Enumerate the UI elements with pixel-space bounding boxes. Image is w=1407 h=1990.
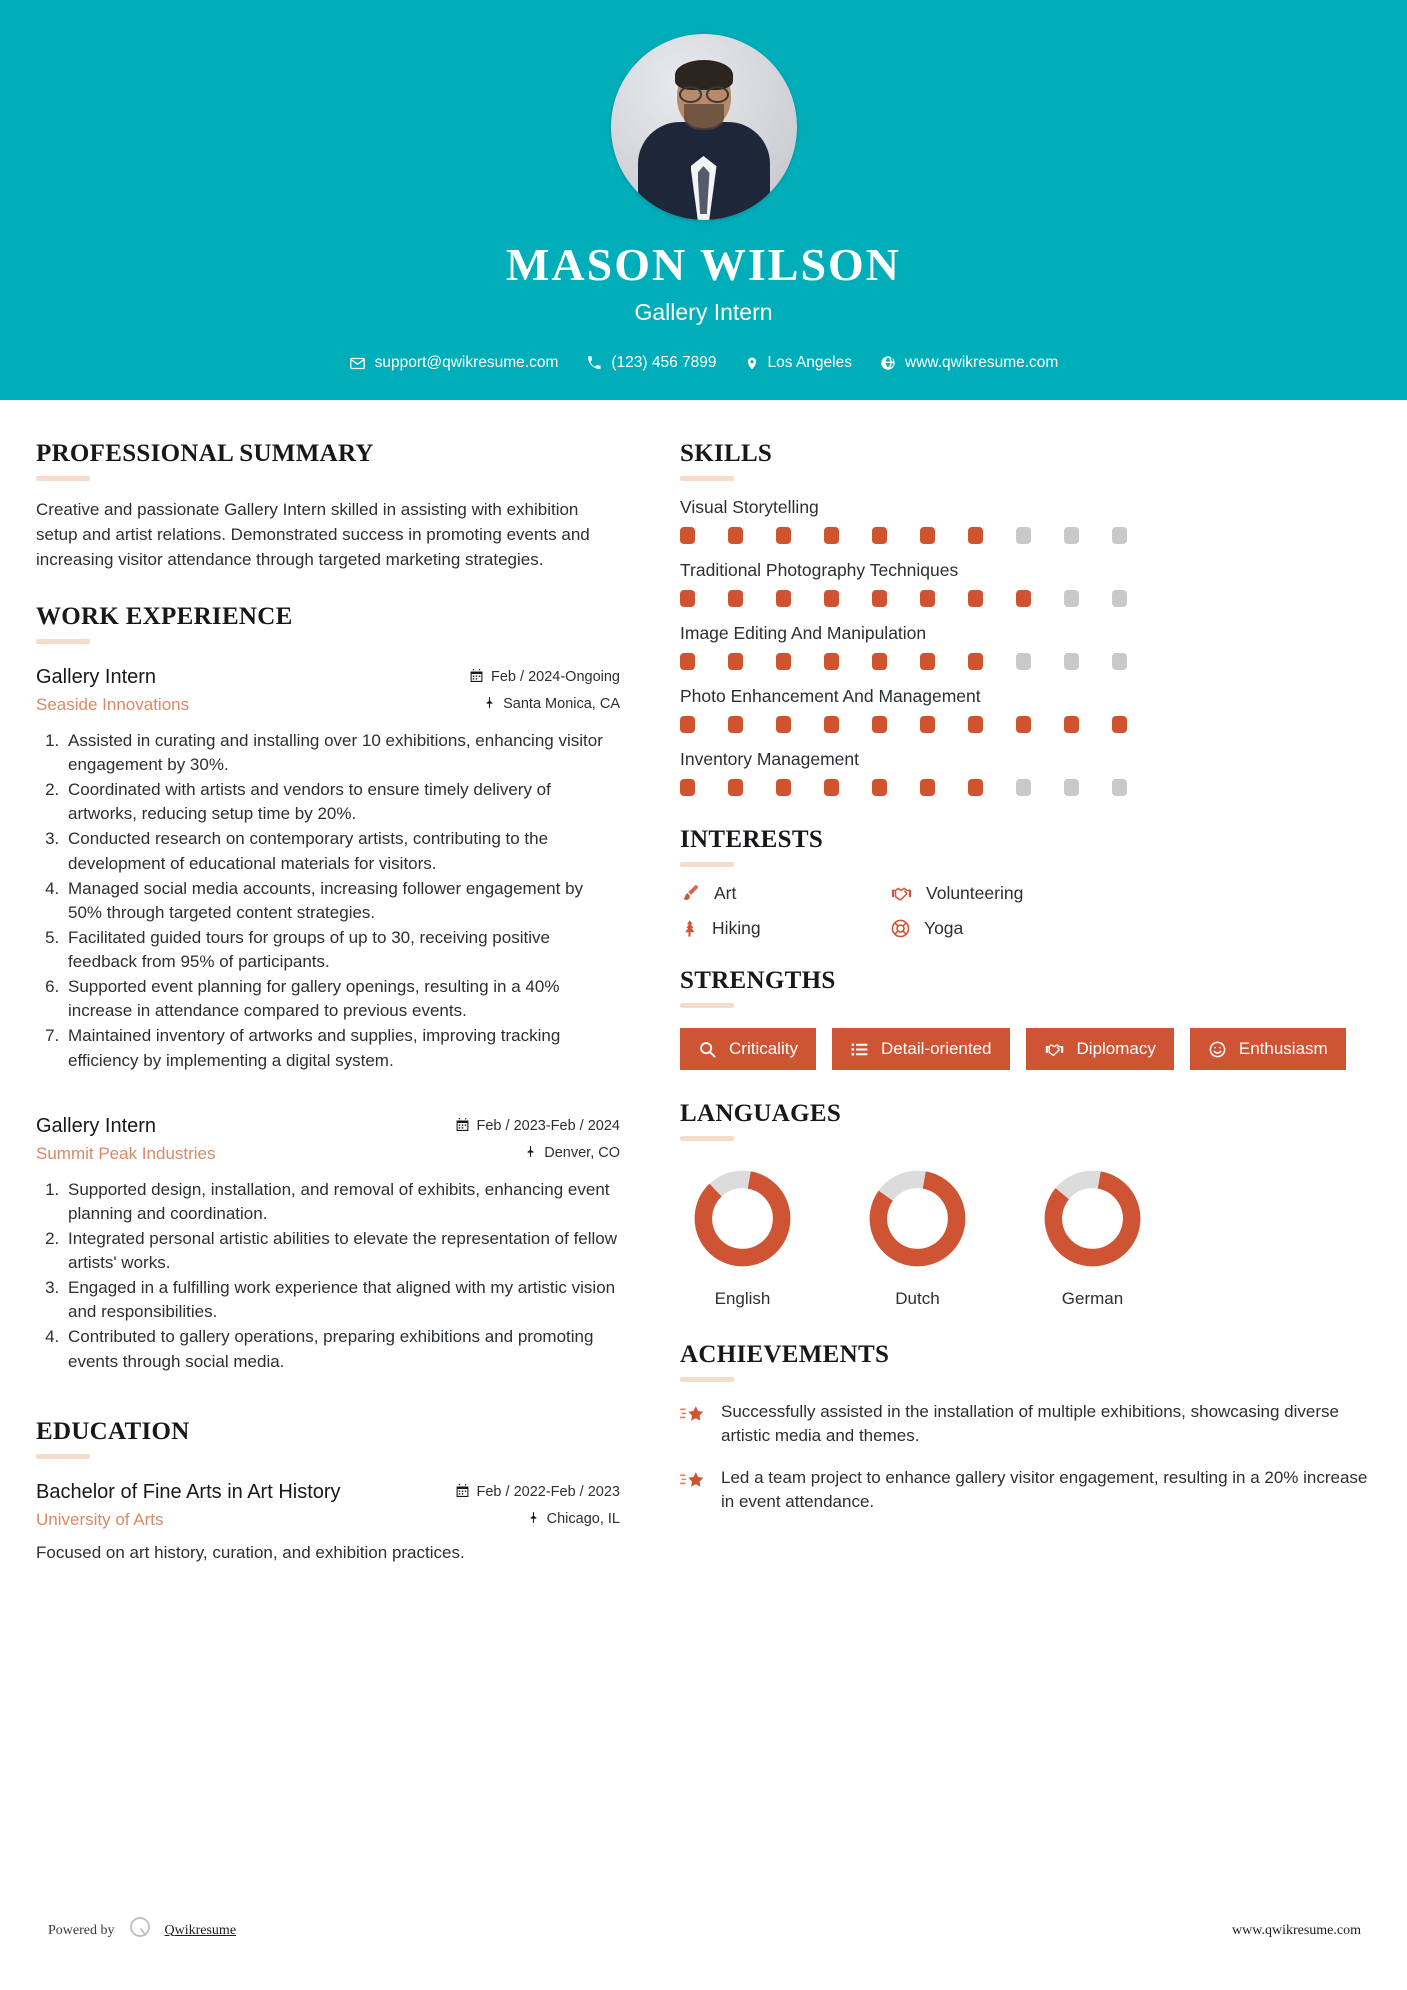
candidate-job-title: Gallery Intern bbox=[634, 299, 773, 325]
skill-name: Inventory Management bbox=[680, 749, 859, 769]
work-bullet: 2. Coordinated with artists and vendors to ensure timely delivery of artworks, reducing setup time by 20%. bbox=[64, 778, 620, 826]
skill-rating bbox=[680, 527, 1371, 544]
pin-icon bbox=[527, 1510, 540, 1529]
qwikresume-link[interactable]: Qwikresume bbox=[164, 1922, 237, 1938]
work-entry-sub bbox=[36, 695, 620, 715]
job-company: Seaside Innovations bbox=[36, 694, 190, 714]
work-entry-sub bbox=[36, 1144, 620, 1164]
skill-rating bbox=[680, 590, 1371, 607]
skill-dot bbox=[728, 653, 743, 670]
summary-text: Creative and passionate Gallery Intern skilled in assisting with exhibition setup and artist relations. Demonstrated success in promoting events and increasing visitor attendance through targeted marketing strategies. bbox=[36, 500, 590, 569]
achievement-text: Led a team project to enhance gallery visitor engagement, resulting in a 20% increase in event attendance. bbox=[721, 1468, 1368, 1512]
section-title: ACHIEVEMENTS bbox=[680, 1341, 890, 1368]
job-role: Gallery Intern bbox=[36, 665, 157, 688]
section-title: PROFESSIONAL SUMMARY bbox=[36, 440, 374, 467]
job-location-value: Santa Monica, CA bbox=[503, 696, 620, 713]
resume-body bbox=[0, 400, 1407, 1569]
globe-icon bbox=[880, 355, 896, 371]
work-entry bbox=[36, 666, 620, 1073]
job-location bbox=[524, 1144, 620, 1163]
work-bullet: 4. Contributed to gallery operations, preparing exhibitions and promoting events through social media. bbox=[64, 1325, 620, 1373]
contact-email-value: support@qwikresume.com bbox=[374, 354, 559, 371]
interest-label: Art bbox=[714, 883, 737, 903]
skill-dot bbox=[824, 716, 839, 733]
handshake-icon bbox=[1044, 1040, 1065, 1059]
skill-name: Traditional Photography Techniques bbox=[680, 560, 959, 580]
left-column bbox=[0, 400, 648, 1569]
skill-dot bbox=[776, 716, 791, 733]
footer-brand bbox=[48, 1915, 236, 1946]
handshake-icon bbox=[890, 883, 913, 904]
smiley-icon bbox=[1208, 1040, 1227, 1059]
resume-header bbox=[0, 0, 1407, 400]
degree-title: Bachelor of Fine Arts in Art History bbox=[36, 1480, 341, 1503]
skill-dot bbox=[968, 716, 983, 733]
qwikresume-logo-icon bbox=[127, 1915, 153, 1946]
languages-container bbox=[680, 1167, 1371, 1309]
job-role: Gallery Intern bbox=[36, 1114, 157, 1137]
skill-name: Photo Enhancement And Management bbox=[680, 686, 981, 706]
strength-chip bbox=[680, 1028, 816, 1070]
work-entry-head bbox=[36, 1115, 620, 1138]
skill-dot bbox=[776, 590, 791, 607]
calendar-icon bbox=[455, 1483, 470, 1502]
interest-item bbox=[680, 918, 890, 939]
job-dates-value: Feb / 2023-Feb / 2024 bbox=[476, 1118, 620, 1135]
skill-dot bbox=[824, 779, 839, 796]
contact-row bbox=[0, 354, 1407, 372]
section-rule bbox=[36, 476, 90, 481]
section-rule bbox=[680, 476, 734, 481]
work-bullet: 6. Supported event planning for gallery openings, resulting in a 40% increase in attendance compared to previous events. bbox=[64, 975, 620, 1023]
interest-label: Hiking bbox=[712, 918, 761, 938]
skill-dot bbox=[872, 527, 887, 544]
section-achievements bbox=[680, 1341, 1371, 1515]
education-entry bbox=[36, 1481, 620, 1563]
skill-dot bbox=[872, 716, 887, 733]
skill-dot bbox=[1064, 653, 1079, 670]
skill-dot bbox=[872, 653, 887, 670]
skill-dot bbox=[776, 653, 791, 670]
section-title: INTERESTS bbox=[680, 826, 824, 853]
tree-icon bbox=[680, 918, 699, 939]
skill-dot bbox=[1112, 779, 1127, 796]
interest-label: Yoga bbox=[924, 918, 964, 938]
strengths-container bbox=[680, 1028, 1371, 1070]
strength-chip bbox=[1026, 1028, 1174, 1070]
skill-dot bbox=[968, 527, 983, 544]
skill-dot bbox=[824, 527, 839, 544]
skill-dot bbox=[1016, 527, 1031, 544]
list-icon bbox=[850, 1040, 869, 1059]
skill-dot bbox=[920, 716, 935, 733]
skill-rating bbox=[680, 653, 1371, 670]
work-bullets bbox=[36, 729, 620, 1073]
skill-dot bbox=[728, 716, 743, 733]
skill-dot bbox=[680, 590, 695, 607]
section-languages bbox=[680, 1100, 1371, 1309]
footer bbox=[0, 1915, 1407, 1946]
skill-dot bbox=[1016, 590, 1031, 607]
job-location-value: Denver, CO bbox=[544, 1145, 620, 1162]
section-rule bbox=[680, 1377, 734, 1382]
skills-container bbox=[680, 497, 1371, 796]
language-item bbox=[855, 1167, 980, 1309]
work-bullet: 3. Engaged in a fulfilling work experience that aligned with my artistic vision and responsibilities. bbox=[64, 1276, 620, 1324]
skill-name: Visual Storytelling bbox=[680, 497, 819, 517]
section-title: LANGUAGES bbox=[680, 1100, 842, 1127]
section-title: SKILLS bbox=[680, 440, 773, 467]
skill-row bbox=[680, 749, 1371, 796]
job-dates bbox=[469, 668, 620, 687]
job-dates bbox=[455, 1117, 621, 1136]
work-bullet: 2. Integrated personal artistic abilities to elevate the representation of fellow artists' works. bbox=[64, 1227, 620, 1275]
language-item bbox=[1030, 1167, 1155, 1309]
contact-phone-value: (123) 456 7899 bbox=[611, 354, 717, 371]
skill-dot bbox=[968, 779, 983, 796]
work-bullet: 5. Facilitated guided tours for groups of up to 30, receiving positive feedback from 95% of participants. bbox=[64, 926, 620, 974]
achievement-item bbox=[680, 1466, 1371, 1514]
strength-label: Diplomacy bbox=[1076, 1039, 1156, 1058]
section-work-experience bbox=[36, 603, 620, 1374]
skill-dot bbox=[824, 653, 839, 670]
skill-dot bbox=[1064, 779, 1079, 796]
skill-row bbox=[680, 623, 1371, 670]
language-label: English bbox=[714, 1289, 771, 1308]
skill-dot bbox=[824, 590, 839, 607]
section-skills bbox=[680, 440, 1371, 796]
paintbrush-icon bbox=[680, 883, 701, 904]
education-entry-head bbox=[36, 1481, 620, 1504]
interest-item bbox=[890, 918, 1371, 939]
section-rule bbox=[680, 1003, 734, 1008]
section-professional-summary bbox=[36, 440, 620, 573]
skill-dot bbox=[1112, 716, 1127, 733]
education-location-value: Chicago, IL bbox=[546, 1511, 620, 1528]
skill-row bbox=[680, 686, 1371, 733]
skill-dot bbox=[872, 590, 887, 607]
section-interests bbox=[680, 826, 1371, 939]
skill-dot bbox=[1064, 590, 1079, 607]
envelope-icon bbox=[349, 355, 366, 372]
footer-website: www.qwikresume.com bbox=[1232, 1922, 1361, 1938]
education-location bbox=[527, 1510, 620, 1529]
magnifier-icon bbox=[698, 1040, 717, 1059]
contact-website[interactable] bbox=[880, 354, 1058, 372]
job-location bbox=[483, 695, 620, 714]
skill-dot bbox=[728, 590, 743, 607]
skill-dot bbox=[920, 590, 935, 607]
skill-dot bbox=[920, 527, 935, 544]
jobs-container bbox=[36, 666, 620, 1374]
candidate-name: MASON WILSON bbox=[505, 239, 902, 290]
section-rule bbox=[36, 1454, 90, 1459]
pin-icon bbox=[524, 1144, 537, 1163]
skill-dot bbox=[1112, 653, 1127, 670]
school-name: University of Arts bbox=[36, 1509, 164, 1529]
work-entry bbox=[36, 1115, 620, 1374]
section-rule bbox=[680, 862, 734, 867]
interest-label: Volunteering bbox=[926, 883, 1024, 903]
section-title: EDUCATION bbox=[36, 1417, 190, 1445]
contact-location[interactable] bbox=[745, 354, 852, 372]
education-entry-sub bbox=[36, 1510, 620, 1530]
skill-dot bbox=[680, 779, 695, 796]
skill-dot bbox=[968, 653, 983, 670]
language-donut bbox=[1041, 1167, 1144, 1270]
lifebuoy-icon bbox=[890, 918, 911, 939]
phone-icon bbox=[586, 355, 602, 371]
education-dates-value: Feb / 2022-Feb / 2023 bbox=[476, 1484, 620, 1501]
pin-icon bbox=[483, 695, 496, 714]
work-entry-head bbox=[36, 666, 620, 689]
skill-dot bbox=[680, 716, 695, 733]
education-container bbox=[36, 1481, 620, 1563]
achievements-container bbox=[680, 1400, 1371, 1515]
section-education bbox=[36, 1418, 620, 1563]
skill-name: Image Editing And Manipulation bbox=[680, 623, 927, 643]
skill-dot bbox=[920, 653, 935, 670]
contact-email[interactable] bbox=[349, 354, 559, 372]
language-donut bbox=[866, 1167, 969, 1270]
work-bullet: 1. Supported design, installation, and removal of exhibits, enhancing event planning and coordination. bbox=[64, 1178, 620, 1226]
calendar-icon bbox=[455, 1117, 470, 1136]
strength-chip bbox=[832, 1028, 1010, 1070]
skill-dot bbox=[776, 527, 791, 544]
avatar bbox=[611, 34, 797, 220]
work-bullets bbox=[36, 1178, 620, 1374]
work-bullet: 3. Conducted research on contemporary artists, contributing to the development of educational materials for visitors. bbox=[64, 827, 620, 875]
skill-dot bbox=[1064, 527, 1079, 544]
skill-dot bbox=[968, 590, 983, 607]
job-dates-value: Feb / 2024-Ongoing bbox=[491, 669, 620, 686]
skill-dot bbox=[680, 653, 695, 670]
education-description: Focused on art history, curation, and exhibition practices. bbox=[36, 1542, 465, 1562]
language-item bbox=[680, 1167, 805, 1309]
strength-chip bbox=[1190, 1028, 1346, 1070]
interests-container bbox=[680, 883, 1371, 939]
star-icon bbox=[680, 1400, 706, 1448]
contact-location-value: Los Angeles bbox=[767, 354, 852, 371]
section-rule bbox=[36, 639, 90, 644]
language-label: Dutch bbox=[895, 1289, 940, 1308]
right-column bbox=[648, 400, 1407, 1521]
work-bullet: 1. Assisted in curating and installing over 10 exhibitions, enhancing visitor engagement by 30%. bbox=[64, 729, 620, 777]
strength-label: Detail-oriented bbox=[880, 1039, 992, 1058]
interest-item bbox=[890, 883, 1371, 904]
star-icon bbox=[680, 1466, 706, 1514]
skill-dot bbox=[872, 779, 887, 796]
skill-rating bbox=[680, 716, 1371, 733]
calendar-icon bbox=[469, 668, 484, 687]
skill-dot bbox=[1016, 779, 1031, 796]
skill-rating bbox=[680, 779, 1371, 796]
skill-dot bbox=[728, 779, 743, 796]
strength-label: Criticality bbox=[729, 1039, 798, 1058]
section-title: STRENGTHS bbox=[680, 967, 836, 994]
skill-row bbox=[680, 560, 1371, 607]
skill-row bbox=[680, 497, 1371, 544]
job-company: Summit Peak Industries bbox=[36, 1143, 216, 1163]
skill-dot bbox=[776, 779, 791, 796]
interest-item bbox=[680, 883, 890, 904]
location-pin-icon bbox=[745, 355, 759, 372]
work-bullet: 7. Maintained inventory of artworks and supplies, improving tracking efficiency by implementing a digital system. bbox=[64, 1024, 620, 1072]
education-dates bbox=[455, 1483, 621, 1502]
achievement-item bbox=[680, 1400, 1371, 1448]
achievement-text: Successfully assisted in the installation of multiple exhibitions, showcasing diverse artistic media and themes. bbox=[721, 1402, 1339, 1446]
powered-by-label: Powered by bbox=[48, 1922, 115, 1938]
skill-dot bbox=[728, 527, 743, 544]
section-title: WORK EXPERIENCE bbox=[36, 602, 293, 630]
avatar-beard bbox=[684, 104, 724, 130]
section-rule bbox=[680, 1136, 734, 1141]
strength-label: Enthusiasm bbox=[1238, 1039, 1328, 1058]
language-donut bbox=[691, 1167, 794, 1270]
skill-dot bbox=[1016, 653, 1031, 670]
contact-phone[interactable] bbox=[586, 354, 716, 372]
skill-dot bbox=[1112, 527, 1127, 544]
skill-dot bbox=[1016, 716, 1031, 733]
skill-dot bbox=[680, 527, 695, 544]
avatar-glasses bbox=[679, 86, 729, 99]
language-label: German bbox=[1061, 1289, 1124, 1308]
skill-dot bbox=[920, 779, 935, 796]
skill-dot bbox=[1112, 590, 1127, 607]
work-bullet: 4. Managed social media accounts, increasing follower engagement by 50% through targeted content strategies. bbox=[64, 877, 620, 925]
skill-dot bbox=[1064, 716, 1079, 733]
contact-website-value: www.qwikresume.com bbox=[905, 354, 1059, 371]
section-strengths bbox=[680, 967, 1371, 1070]
